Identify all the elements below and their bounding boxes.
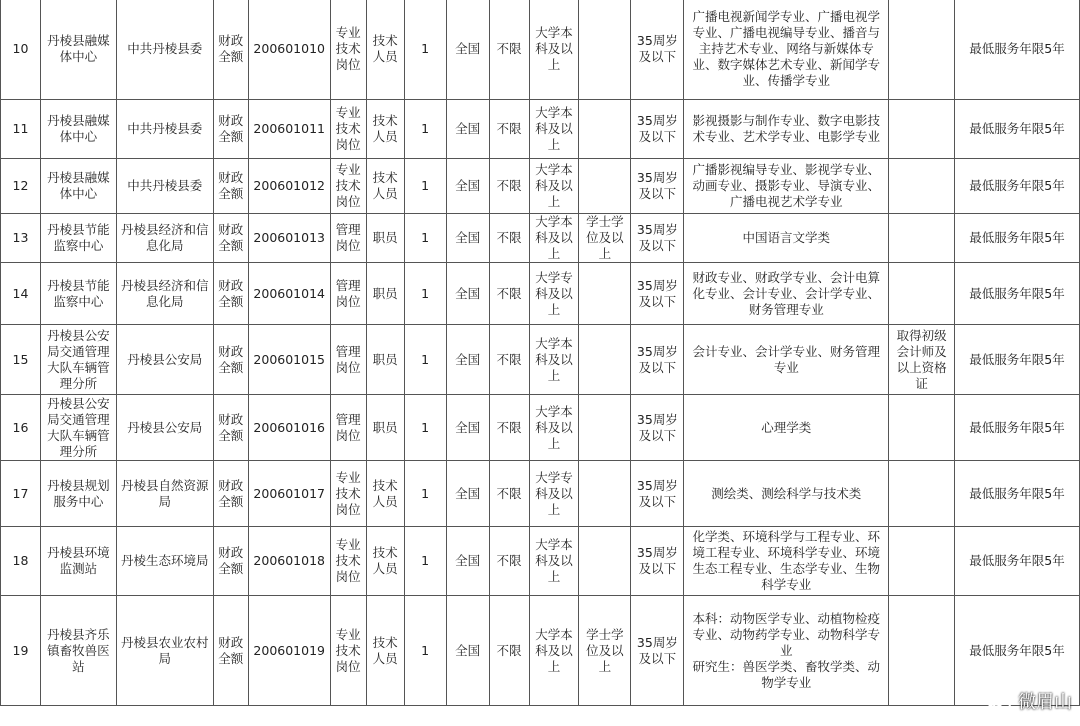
cell-other bbox=[889, 527, 955, 596]
cell-degree bbox=[579, 395, 631, 461]
cell-gender: 不限 bbox=[489, 527, 529, 596]
cell-dept: 丹棱县农业农村局 bbox=[116, 596, 213, 706]
cell-role: 职员 bbox=[366, 325, 404, 395]
watermark bbox=[984, 688, 1072, 714]
cell-count: 1 bbox=[404, 159, 446, 214]
cell-role: 技术人员 bbox=[366, 100, 404, 159]
cell-scope: 全国 bbox=[446, 263, 489, 325]
cell-org: 丹棱县公安局交通管理大队车辆管理分所 bbox=[40, 395, 116, 461]
cell-scope: 全国 bbox=[446, 527, 489, 596]
cell-gender: 不限 bbox=[489, 159, 529, 214]
cell-age: 35周岁及以下 bbox=[631, 325, 684, 395]
cell-major: 财政专业、财政学专业、会计电算化专业、会计专业、会计学专业、财务管理专业 bbox=[684, 263, 889, 325]
cell-gender: 不限 bbox=[489, 461, 529, 527]
cell-other bbox=[889, 461, 955, 527]
cell-fund: 财政全额 bbox=[213, 159, 248, 214]
cell-degree bbox=[579, 325, 631, 395]
table-row bbox=[1, 461, 1080, 527]
cell-other bbox=[889, 214, 955, 263]
cell-no: 10 bbox=[1, 0, 41, 100]
cell-degree bbox=[579, 527, 631, 596]
table-row bbox=[1, 325, 1080, 395]
cell-scope: 全国 bbox=[446, 596, 489, 706]
cell-type: 管理岗位 bbox=[330, 325, 366, 395]
cell-edu: 大学专科及以上 bbox=[529, 263, 579, 325]
cell-no: 12 bbox=[1, 159, 41, 214]
cell-other bbox=[889, 100, 955, 159]
cell-fund: 财政全额 bbox=[213, 100, 248, 159]
cell-code: 200601015 bbox=[248, 325, 330, 395]
cell-fund: 财政全额 bbox=[213, 395, 248, 461]
cell-edu: 大学本科及以上 bbox=[529, 596, 579, 706]
cell-major: 心理学类 bbox=[684, 395, 889, 461]
cell-age: 35周岁及以下 bbox=[631, 159, 684, 214]
cell-count: 1 bbox=[404, 596, 446, 706]
table-row bbox=[1, 263, 1080, 325]
cell-note: 最低服务年限5年 bbox=[955, 596, 1080, 706]
cell-gender: 不限 bbox=[489, 263, 529, 325]
cell-edu: 大学本科及以上 bbox=[529, 395, 579, 461]
cell-code: 200601013 bbox=[248, 214, 330, 263]
cell-role: 职员 bbox=[366, 395, 404, 461]
cell-type: 专业技术岗位 bbox=[330, 527, 366, 596]
cell-age: 35周岁及以下 bbox=[631, 263, 684, 325]
cell-major: 测绘类、测绘科学与技术类 bbox=[684, 461, 889, 527]
table-row bbox=[1, 527, 1080, 596]
table-row bbox=[1, 159, 1080, 214]
table-body bbox=[1, 0, 1080, 706]
cell-degree: 学士学位及以上 bbox=[579, 214, 631, 263]
cell-dept: 丹棱县自然资源局 bbox=[116, 461, 213, 527]
cell-major: 本科：动物医学专业、动植物检疫专业、动物药学专业、动物科学专业 研究生：兽医学类、畜牧学类、动物学专业 bbox=[684, 596, 889, 706]
cell-org: 丹棱县节能监察中心 bbox=[40, 263, 116, 325]
cell-scope: 全国 bbox=[446, 461, 489, 527]
cell-code: 200601010 bbox=[248, 0, 330, 100]
cell-age: 35周岁及以下 bbox=[631, 395, 684, 461]
cell-no: 18 bbox=[1, 527, 41, 596]
cell-role: 职员 bbox=[366, 214, 404, 263]
cell-edu: 大学本科及以上 bbox=[529, 527, 579, 596]
cell-count: 1 bbox=[404, 395, 446, 461]
cell-org: 丹棱县公安局交通管理大队车辆管理分所 bbox=[40, 325, 116, 395]
cell-org: 丹棱县融媒体中心 bbox=[40, 100, 116, 159]
cell-type: 专业技术岗位 bbox=[330, 100, 366, 159]
cell-note: 最低服务年限5年 bbox=[955, 461, 1080, 527]
cell-note: 最低服务年限5年 bbox=[955, 395, 1080, 461]
cell-count: 1 bbox=[404, 325, 446, 395]
cell-no: 16 bbox=[1, 395, 41, 461]
cell-org: 丹棱县规划服务中心 bbox=[40, 461, 116, 527]
cell-org: 丹棱县融媒体中心 bbox=[40, 0, 116, 100]
cell-major: 影视摄影与制作专业、数字电影技术专业、艺术学专业、电影学专业 bbox=[684, 100, 889, 159]
cell-other bbox=[889, 0, 955, 100]
cell-edu: 大学本科及以上 bbox=[529, 159, 579, 214]
cell-no: 13 bbox=[1, 214, 41, 263]
cell-count: 1 bbox=[404, 263, 446, 325]
cell-gender: 不限 bbox=[489, 100, 529, 159]
cell-major: 会计专业、会计学专业、财务管理专业 bbox=[684, 325, 889, 395]
cell-dept: 中共丹棱县委 bbox=[116, 100, 213, 159]
cell-org: 丹棱县节能监察中心 bbox=[40, 214, 116, 263]
cell-gender: 不限 bbox=[489, 0, 529, 100]
table-row bbox=[1, 0, 1080, 100]
cell-role: 技术人员 bbox=[366, 596, 404, 706]
cell-count: 1 bbox=[404, 0, 446, 100]
cell-major: 广播影视编导专业、影视学专业、动画专业、摄影专业、导演专业、广播电视艺术学专业 bbox=[684, 159, 889, 214]
cell-note: 最低服务年限5年 bbox=[955, 0, 1080, 100]
cell-type: 专业技术岗位 bbox=[330, 159, 366, 214]
cell-age: 35周岁及以下 bbox=[631, 461, 684, 527]
cell-degree: 学士学位及以上 bbox=[579, 596, 631, 706]
cell-role: 职员 bbox=[366, 263, 404, 325]
cell-scope: 全国 bbox=[446, 395, 489, 461]
cell-gender: 不限 bbox=[489, 395, 529, 461]
cell-note: 最低服务年限5年 bbox=[955, 159, 1080, 214]
cell-scope: 全国 bbox=[446, 214, 489, 263]
cell-code: 200601019 bbox=[248, 596, 330, 706]
cell-scope: 全国 bbox=[446, 325, 489, 395]
cell-role: 技术人员 bbox=[366, 159, 404, 214]
cell-scope: 全国 bbox=[446, 0, 489, 100]
cell-fund: 财政全额 bbox=[213, 214, 248, 263]
cell-note: 最低服务年限5年 bbox=[955, 325, 1080, 395]
cell-fund: 财政全额 bbox=[213, 461, 248, 527]
table-row bbox=[1, 395, 1080, 461]
cell-fund: 财政全额 bbox=[213, 596, 248, 706]
cell-code: 200601016 bbox=[248, 395, 330, 461]
cell-edu: 大学本科及以上 bbox=[529, 325, 579, 395]
cell-note: 最低服务年限5年 bbox=[955, 527, 1080, 596]
table-row bbox=[1, 214, 1080, 263]
cell-other bbox=[889, 395, 955, 461]
cell-count: 1 bbox=[404, 527, 446, 596]
cell-no: 14 bbox=[1, 263, 41, 325]
cell-dept: 中共丹棱县委 bbox=[116, 0, 213, 100]
cell-age: 35周岁及以下 bbox=[631, 0, 684, 100]
cell-note: 最低服务年限5年 bbox=[955, 214, 1080, 263]
cell-fund: 财政全额 bbox=[213, 263, 248, 325]
cell-note: 最低服务年限5年 bbox=[955, 263, 1080, 325]
cell-org: 丹棱县融媒体中心 bbox=[40, 159, 116, 214]
cell-type: 管理岗位 bbox=[330, 263, 366, 325]
cell-gender: 不限 bbox=[489, 596, 529, 706]
cell-scope: 全国 bbox=[446, 100, 489, 159]
cell-note: 最低服务年限5年 bbox=[955, 100, 1080, 159]
cell-other: 取得初级会计师及以上资格证 bbox=[889, 325, 955, 395]
cell-dept: 丹棱生态环境局 bbox=[116, 527, 213, 596]
cell-fund: 财政全额 bbox=[213, 0, 248, 100]
cell-gender: 不限 bbox=[489, 325, 529, 395]
cell-role: 技术人员 bbox=[366, 527, 404, 596]
cell-type: 管理岗位 bbox=[330, 395, 366, 461]
cell-other bbox=[889, 263, 955, 325]
cell-degree bbox=[579, 461, 631, 527]
cell-count: 1 bbox=[404, 214, 446, 263]
cell-type: 专业技术岗位 bbox=[330, 0, 366, 100]
cell-other bbox=[889, 159, 955, 214]
cell-edu: 大学本科及以上 bbox=[529, 0, 579, 100]
cell-type: 专业技术岗位 bbox=[330, 461, 366, 527]
cell-edu: 大学本科及以上 bbox=[529, 214, 579, 263]
cell-degree bbox=[579, 100, 631, 159]
cell-major: 化学类、环境科学与工程专业、环境工程专业、环境科学专业、环境生态工程专业、生态学专业、生物科学专业 bbox=[684, 527, 889, 596]
cell-fund: 财政全额 bbox=[213, 325, 248, 395]
cell-dept: 丹棱县经济和信息化局 bbox=[116, 263, 213, 325]
cell-code: 200601017 bbox=[248, 461, 330, 527]
table-row bbox=[1, 100, 1080, 159]
cell-dept: 丹棱县经济和信息化局 bbox=[116, 214, 213, 263]
cell-edu: 大学专科及以上 bbox=[529, 461, 579, 527]
cell-org: 丹棱县环境监测站 bbox=[40, 527, 116, 596]
cell-no: 11 bbox=[1, 100, 41, 159]
cell-type: 管理岗位 bbox=[330, 214, 366, 263]
cell-age: 35周岁及以下 bbox=[631, 214, 684, 263]
cell-dept: 丹棱县公安局 bbox=[116, 395, 213, 461]
cell-major: 广播电视新闻学专业、广播电视学专业、广播电视编导专业、播音与主持艺术专业、网络与新媒体专业、数字媒体艺术专业、新闻学专业、传播学专业 bbox=[684, 0, 889, 100]
cell-code: 200601018 bbox=[248, 527, 330, 596]
cell-count: 1 bbox=[404, 100, 446, 159]
cell-edu: 大学本科及以上 bbox=[529, 100, 579, 159]
cell-org: 丹棱县齐乐镇畜牧兽医站 bbox=[40, 596, 116, 706]
cell-degree bbox=[579, 263, 631, 325]
cell-no: 19 bbox=[1, 596, 41, 706]
cell-age: 35周岁及以下 bbox=[631, 527, 684, 596]
cell-code: 200601011 bbox=[248, 100, 330, 159]
cell-age: 35周岁及以下 bbox=[631, 596, 684, 706]
watermark-text: 微眉山 bbox=[1018, 692, 1072, 713]
cell-code: 200601012 bbox=[248, 159, 330, 214]
cell-other bbox=[889, 596, 955, 706]
cell-gender: 不限 bbox=[489, 214, 529, 263]
cell-no: 17 bbox=[1, 461, 41, 527]
cell-fund: 财政全额 bbox=[213, 527, 248, 596]
cell-role: 技术人员 bbox=[366, 0, 404, 100]
cell-count: 1 bbox=[404, 461, 446, 527]
cell-code: 200601014 bbox=[248, 263, 330, 325]
cell-degree bbox=[579, 159, 631, 214]
cell-degree bbox=[579, 0, 631, 100]
cell-major: 中国语言文学类 bbox=[684, 214, 889, 263]
table-row bbox=[1, 596, 1080, 706]
cell-age: 35周岁及以下 bbox=[631, 100, 684, 159]
cell-role: 技术人员 bbox=[366, 461, 404, 527]
cell-dept: 丹棱县公安局 bbox=[116, 325, 213, 395]
cell-type: 专业技术岗位 bbox=[330, 596, 366, 706]
cell-scope: 全国 bbox=[446, 159, 489, 214]
wechat-icon bbox=[984, 689, 1012, 713]
cell-dept: 中共丹棱县委 bbox=[116, 159, 213, 214]
cell-no: 15 bbox=[1, 325, 41, 395]
